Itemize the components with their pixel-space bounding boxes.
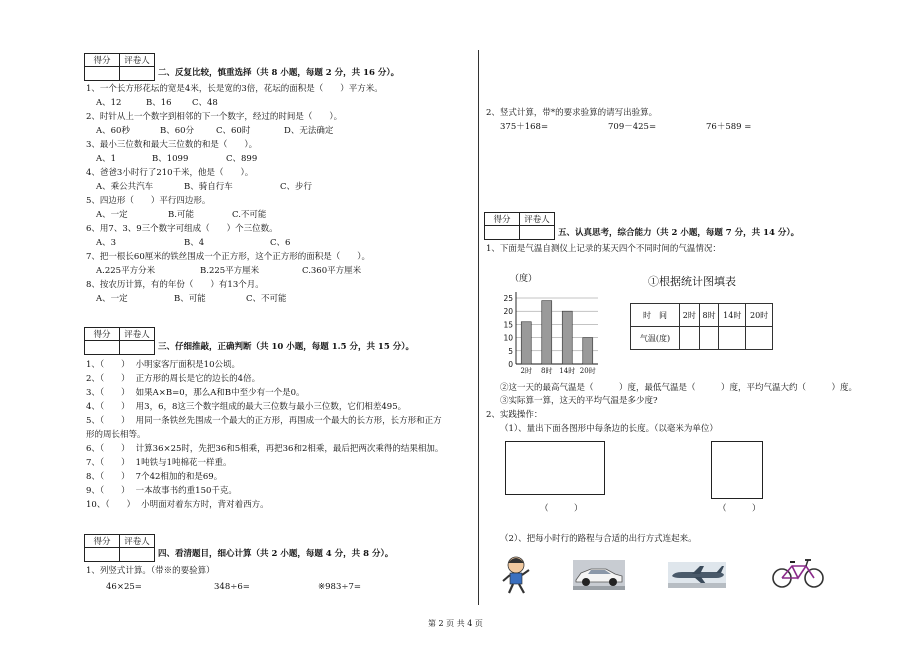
q2-6: 6、用7、3、9三个数字可组成（ ）个三位数。: [86, 224, 278, 234]
bar: [562, 311, 572, 364]
score-box-section3: 得分 评卷人: [84, 327, 155, 355]
x-tick-label: 2时: [520, 367, 532, 375]
score-box-section2: [84, 53, 155, 81]
q5-1-sub3: ③实际算一算，这天的平均气温是多少度?: [500, 396, 658, 406]
judge-item: 4、（ ） 用3，6，8这三个数字组成的最大三位数与最小三位数，它们相差495。: [86, 402, 407, 412]
y-tick-label: 15: [503, 320, 513, 330]
section5-title: 五、认真思考，综合能力（共 2 小题，每题 7 分，共 14 分）。: [558, 228, 800, 238]
q2-1: 1、一个长方形花坛的宽是4米，长是宽的3倍，花坛的面积是（ ）平方米。: [86, 84, 383, 94]
q5-1-sub2: ②这一天的最高气温是（ ）度，最低气温是（ ）度，平均气温大约（ ）度。: [500, 383, 858, 393]
x-tick-label: 14时: [559, 367, 576, 375]
q4-2: 2、竖式计算，带*的要求验算的请写出验算。: [486, 108, 658, 118]
person-walking-icon: [498, 555, 534, 595]
bar: [521, 322, 531, 364]
q2-2: 2、时针从上一个数字到相邻的下一个数字，经过的时间是（ ）。: [86, 112, 343, 122]
bar: [542, 301, 552, 364]
judge-item: 7、（ ） 1吨铁与1吨棉花一样重。: [86, 458, 232, 468]
score-label: 得分: [85, 54, 120, 67]
judge-item: 8、（ ） 7个42相加的和是69。: [86, 472, 223, 482]
q5-1: 1、下面是气温自测仪上记录的某天四个不同时间的气温情况：: [486, 244, 721, 254]
column-divider: [478, 50, 479, 605]
car-icon: [573, 560, 625, 590]
judge-item: 3、（ ） 如果A×B=0，那么A和B中至少有一个是0。: [86, 388, 305, 398]
y-axis-label: （度）: [510, 274, 538, 284]
q2-3: 3、最小三位数和最大三位数的和是（ ）。: [86, 140, 258, 150]
bar: [583, 338, 593, 364]
bicycle-icon: [770, 556, 826, 588]
rectangle-figure: [711, 441, 763, 499]
page-footer: 第 2 页 共 4 页: [428, 619, 483, 628]
section4-title: 四、看清题目，细心计算（共 2 小题，每题 4 分，共 8 分）。: [158, 549, 394, 559]
section3-title: 三、仔细推敲，正确判断（共 10 小题，每题 1.5 分，共 15 分）。: [158, 342, 414, 352]
judge-item: 6、（ ） 计算36×25时，先把36和5相乘，再把36和2相乘，最后把两次乘得的结果相加。: [86, 444, 444, 454]
grader-label: 评卷人: [120, 54, 155, 67]
q2-4: 4、爸爸3小时行了210千米，他是（ ）。: [86, 168, 254, 178]
y-tick-label: 0: [508, 360, 513, 369]
judge-item: 9、（ ） 一本故事书约重150千克。: [86, 486, 237, 496]
blank-answer: （ ）: [718, 504, 761, 514]
y-tick-label: 5: [508, 346, 513, 356]
judge-item-cont: 形的周长相等。: [86, 430, 146, 440]
q4-1: 1、列竖式计算。（带※的要验算）: [86, 566, 215, 576]
judge-item: 10、（ ） 小明面对着东方时，背对着西方。: [86, 500, 269, 510]
section2-title: 二、反复比较，慎重选择（共 8 小题，每题 2 分，共 16 分）。: [158, 68, 400, 78]
temperature-table: 时 间 2时 8时 14时 20时 气温(度): [630, 303, 773, 350]
x-tick-label: 8时: [541, 367, 553, 375]
q5-2a: （1）、量出下面各图形中每条边的长度。（以毫米为单位）: [500, 424, 718, 434]
temperature-bar-chart: [496, 266, 606, 384]
y-tick-label: 20: [503, 307, 513, 317]
q2-7: 7、把一根长60厘米的铁丝围成一个正方形，这个正方形的面积是（ ）。: [86, 252, 370, 262]
score-box-section4: 得分 评卷人: [84, 534, 155, 562]
q2-5: 5、四边形（ ）平行四边形。: [86, 196, 211, 206]
blank-answer: （ ）: [540, 504, 583, 514]
q5-2: 2、实践操作：: [486, 410, 543, 420]
judge-item: 1、（ ） 小明家客厅面积是10公顷。: [86, 360, 240, 370]
rectangle-figure: [505, 441, 605, 495]
judge-item: 5、（ ） 用同一条铁丝先围成一个最大的正方形，再围成一个最大的长方形，长方形和正方: [86, 416, 442, 426]
airplane-icon: [668, 562, 726, 588]
score-box-section5: 得分 评卷人: [484, 212, 555, 240]
chart-title: ①根据统计图填表: [648, 275, 736, 288]
judge-item: 2、（ ） 正方形的周长是它的边长的4倍。: [86, 374, 261, 384]
y-tick-label: 25: [503, 294, 513, 303]
x-tick-label: 20时: [579, 367, 596, 375]
q2-8: 8、按农历计算，有的年份（ ）有13个月。: [86, 280, 264, 290]
y-tick-label: 10: [503, 333, 513, 343]
q5-2b: （2）、把每小时行的路程与合适的出行方式连起来。: [500, 534, 697, 544]
